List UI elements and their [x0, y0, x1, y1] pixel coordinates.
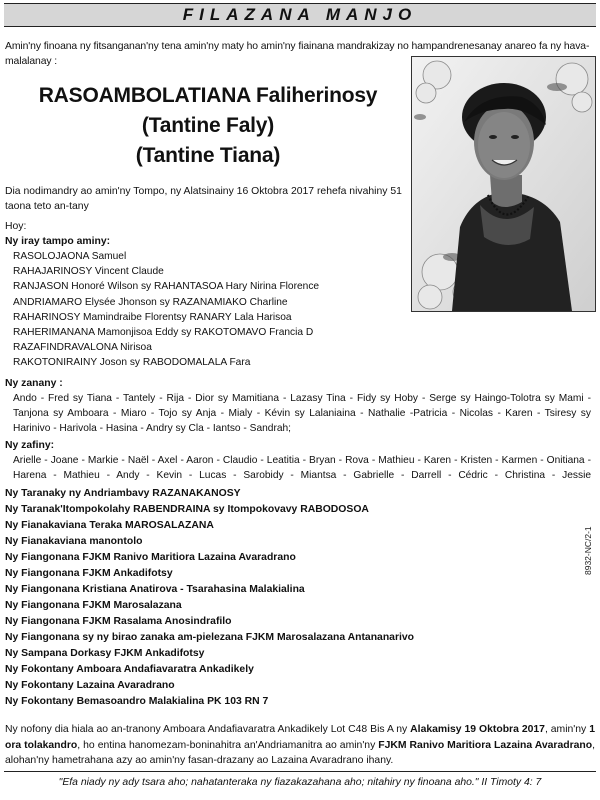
list-item: RAKOTONIRAINY Joson sy RABODOMALALA Fara [13, 357, 251, 369]
list-item: RAHERIMANANA Mamonjisoa Eddy sy RAKOTOMAVO Francia D [13, 326, 314, 338]
list-item: Ny Fiangonana Kristiana Anatirova - Tsarahasina Malakialina [5, 584, 305, 595]
list-item: Ny Fiangonana FJKM Ranivo Maritiora Lazaina Avaradrano [5, 552, 296, 563]
tampo-list [13, 249, 319, 371]
hoy-label: Hoy: [5, 221, 27, 232]
zanany-title: Ny zanany : [5, 378, 63, 389]
funeral-text-3: , ho entina hanomezam-boninahitra an'Andriamanitra ao amin'ny [77, 739, 379, 751]
list-item: Ny Fianakaviana Teraka MAROSALAZANA [5, 520, 214, 531]
zafiny-title: Ny zafiny: [5, 440, 55, 451]
list-item: ANDRIAMARO Elysée Jhonson sy RAZANAMIAKO Charline [13, 296, 288, 308]
funeral-details [5, 722, 595, 769]
header-title: FILAZANA MANJO [182, 5, 418, 24]
reference-code: 8932-NC/2-1 [583, 526, 593, 575]
list-item: Ny Taranak'Itompokolahy RABENDRAINA sy Itompokovavy RABODOSOA [5, 504, 369, 515]
divider [4, 771, 596, 772]
list-item: Ny Sampana Dorkasy FJKM Ankadifotsy [5, 648, 205, 659]
list-item: Ny Fokontany Lazaina Avaradrano [5, 680, 175, 691]
funeral-text-2: , amin'ny [544, 724, 590, 735]
deceased-alias-1: (Tantine Faly) [141, 114, 275, 137]
funeral-church: FJKM Ranivo Maritiora Lazaina Avaradrano [378, 739, 593, 751]
list-item: Ny Fiangonana FJKM Ankadifotsy [5, 568, 173, 579]
list-item: Ny Fokontany Bemasoandro Malakialina PK 103 RN 7 [5, 696, 269, 707]
bible-quote: "Efa niady ny ady tsara aho; nahatanteraka ny fiazakazahana aho; nitahiry ny finoana aho." II Timoty 4: 7 [58, 777, 542, 788]
funeral-text-4: , alohan'ny hametrahana azy ao amin'ny fasan-drazany ao Lazaina Avaradrano ihany. [5, 739, 596, 766]
list-item: Ny Fianakaviana manontolo [5, 536, 143, 547]
zafiny-text: Arielle - Joane - Markie - Naël - Axel - Aaron - Claudio - Leatitia - Bryan - Rova - Mathieu - Karen - Kristen - Karmen - Onitiana - Harena - Mathieu - Andy - Kevin - Lucas - Sarobidy - Miantsa - Gabrielle - Darrell - Cédric - Christina - Jessie [13, 455, 591, 481]
deceased-photo [411, 56, 596, 312]
list-item: RAHAJARINOSY Vincent Claude [13, 266, 164, 278]
list-item: RAHARINOSY Mamindraibe Florentsy RANARY Lala Harisoa [13, 311, 292, 323]
list-item: Ny Fiangonana FJKM Rasalama Anosindrafilo [5, 616, 232, 627]
funeral-date: Alakamisy 19 Oktobra 2017 [410, 724, 545, 735]
funeral-time: 1 ora tolakandro [5, 724, 595, 751]
intro-text: Amin'ny finoana ny fitsanganan'ny tena amin'ny maty ho amin'ny fiainana mandrakizay no hampandrenesanay anareo fa ny hava-malalanay : [5, 41, 590, 67]
tampo-title: Ny iray tampo aminy: [5, 236, 111, 247]
deceased-alias-2: (Tantine Tiana) [135, 144, 281, 167]
organizations-list [5, 486, 414, 710]
list-item: Ny Fokontany Amboara Andafiavaratra Ankadikely [5, 664, 254, 675]
list-item: Ny Fiangonana FJKM Marosalazana [5, 600, 182, 611]
death-notice: Dia nodimandry ao amin'ny Tompo, ny Alatsinainy 16 Oktobra 2017 rehefa nivahiny 51 taona teto an-tany [5, 186, 402, 212]
deceased-name: RASOAMBOLATIANA Faliherinosy [38, 84, 378, 107]
list-item: Ny Taranaky ny Andriambavy RAZANAKANOSY [5, 488, 241, 499]
list-item: RANJASON Honoré Wilson sy RAHANTASOA Hary Nirina Florence [13, 281, 320, 293]
list-item: Ny Fiangonana sy ny birao zanaka am-pielezana FJKM Marosalazana Antananarivo [5, 632, 415, 643]
header-banner [4, 3, 596, 27]
portrait-illustration [412, 57, 595, 311]
funeral-text-1: Ny nofony dia hiala ao an-tranony Amboara Andafiavaratra Ankadikely Lot C48 Bis A ny [5, 724, 411, 735]
list-item: RAZAFINDRAVALONA Nirisoa [13, 342, 152, 354]
zanany-text: Ando - Fred sy Tiana - Tantely - Rija - Dior sy Mamitiana - Lazasy Tina - Fidy sy Hoby - Serge sy Haingo-Tolotra sy Mami - Tanjona sy Amboara - Miaro - Tojo sy Anja - Mialy - Kévin sy Lalaniaina - Nathalie -Patricia - Nicolas - Karen - Tsiresy sy Harinivo - Harivola - Hasina - Andry sy Cla - Iantso - Sandrah; [13, 393, 591, 434]
list-item: RASOLOJAONA Samuel [13, 251, 127, 262]
